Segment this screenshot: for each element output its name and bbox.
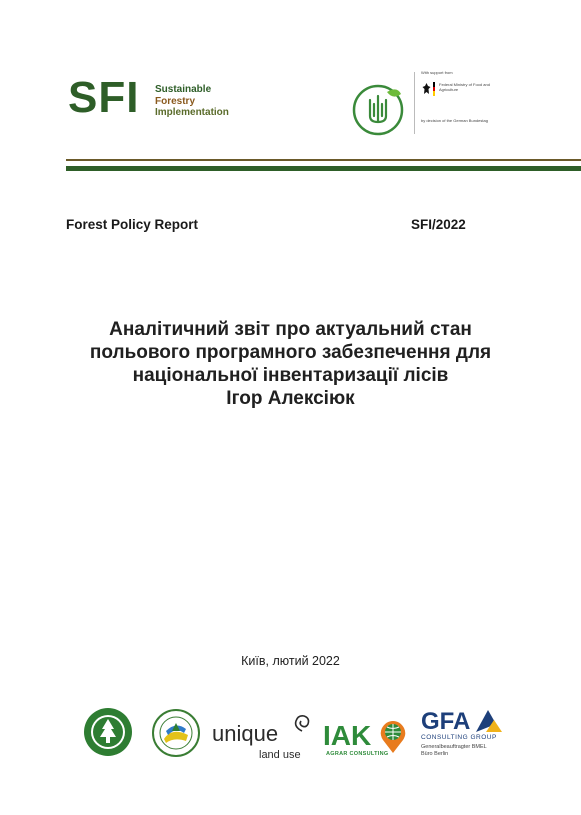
bmel-decision-text: by decision of the German Bundestag — [421, 118, 488, 123]
unique-logo-sub: land use — [259, 749, 301, 761]
forestry-agency-seal-icon — [83, 707, 133, 757]
gfa-triangle-icon — [474, 708, 504, 734]
bmel-support-text: With support from — [421, 70, 453, 75]
sfi-logo-mark — [68, 73, 140, 122]
federal-eagle-icon — [422, 82, 431, 96]
unique-logo-name: unique — [212, 721, 279, 746]
sfi-line-1: Sustainable — [155, 84, 212, 95]
ukraine-forest-trident-icon — [351, 82, 405, 136]
german-flag-icon — [433, 82, 435, 96]
title-line-2: польового програмного забезпечення для — [89, 342, 492, 363]
gfa-logo-name: GFA — [421, 708, 471, 735]
forest-institute-seal-icon — [152, 709, 200, 757]
sfi-line-3: Implementation — [155, 107, 229, 118]
gfa-office-text — [421, 744, 487, 758]
iak-logo-sub: AGRAR CONSULTING — [326, 751, 389, 757]
unique-swirl-icon — [292, 713, 312, 733]
logo-divider — [414, 72, 415, 134]
header-rule-thick — [66, 166, 581, 171]
gfa-office-line-1: Generalbeauftragter BMEL — [421, 744, 487, 750]
gfa-office-line-2: Büro Berlin — [421, 751, 449, 757]
header-rule-thin — [66, 159, 581, 161]
title-line-1: Аналітичний звіт про актуальний стан — [109, 319, 472, 340]
iak-globe-pin-icon — [378, 720, 408, 754]
document-title — [40, 318, 541, 410]
gfa-logo-sub: CONSULTING GROUP — [421, 734, 497, 741]
iak-logo-name: IAK — [323, 720, 372, 751]
title-author: Ігор Алексіюк — [226, 388, 355, 409]
sfi-letters: SFI — [68, 73, 140, 122]
place-date: Київ, лютий 2022 — [241, 654, 340, 668]
report-series: Forest Policy Report — [66, 217, 199, 232]
title-line-3: національної інвентаризації лісів — [132, 365, 449, 386]
bmel-ministry-text: Federal Ministry of Food and Agriculture — [439, 82, 490, 92]
sfi-logo-text — [155, 84, 229, 119]
report-code: SFI/2022 — [411, 217, 466, 232]
sfi-line-2: Forestry — [155, 95, 196, 107]
